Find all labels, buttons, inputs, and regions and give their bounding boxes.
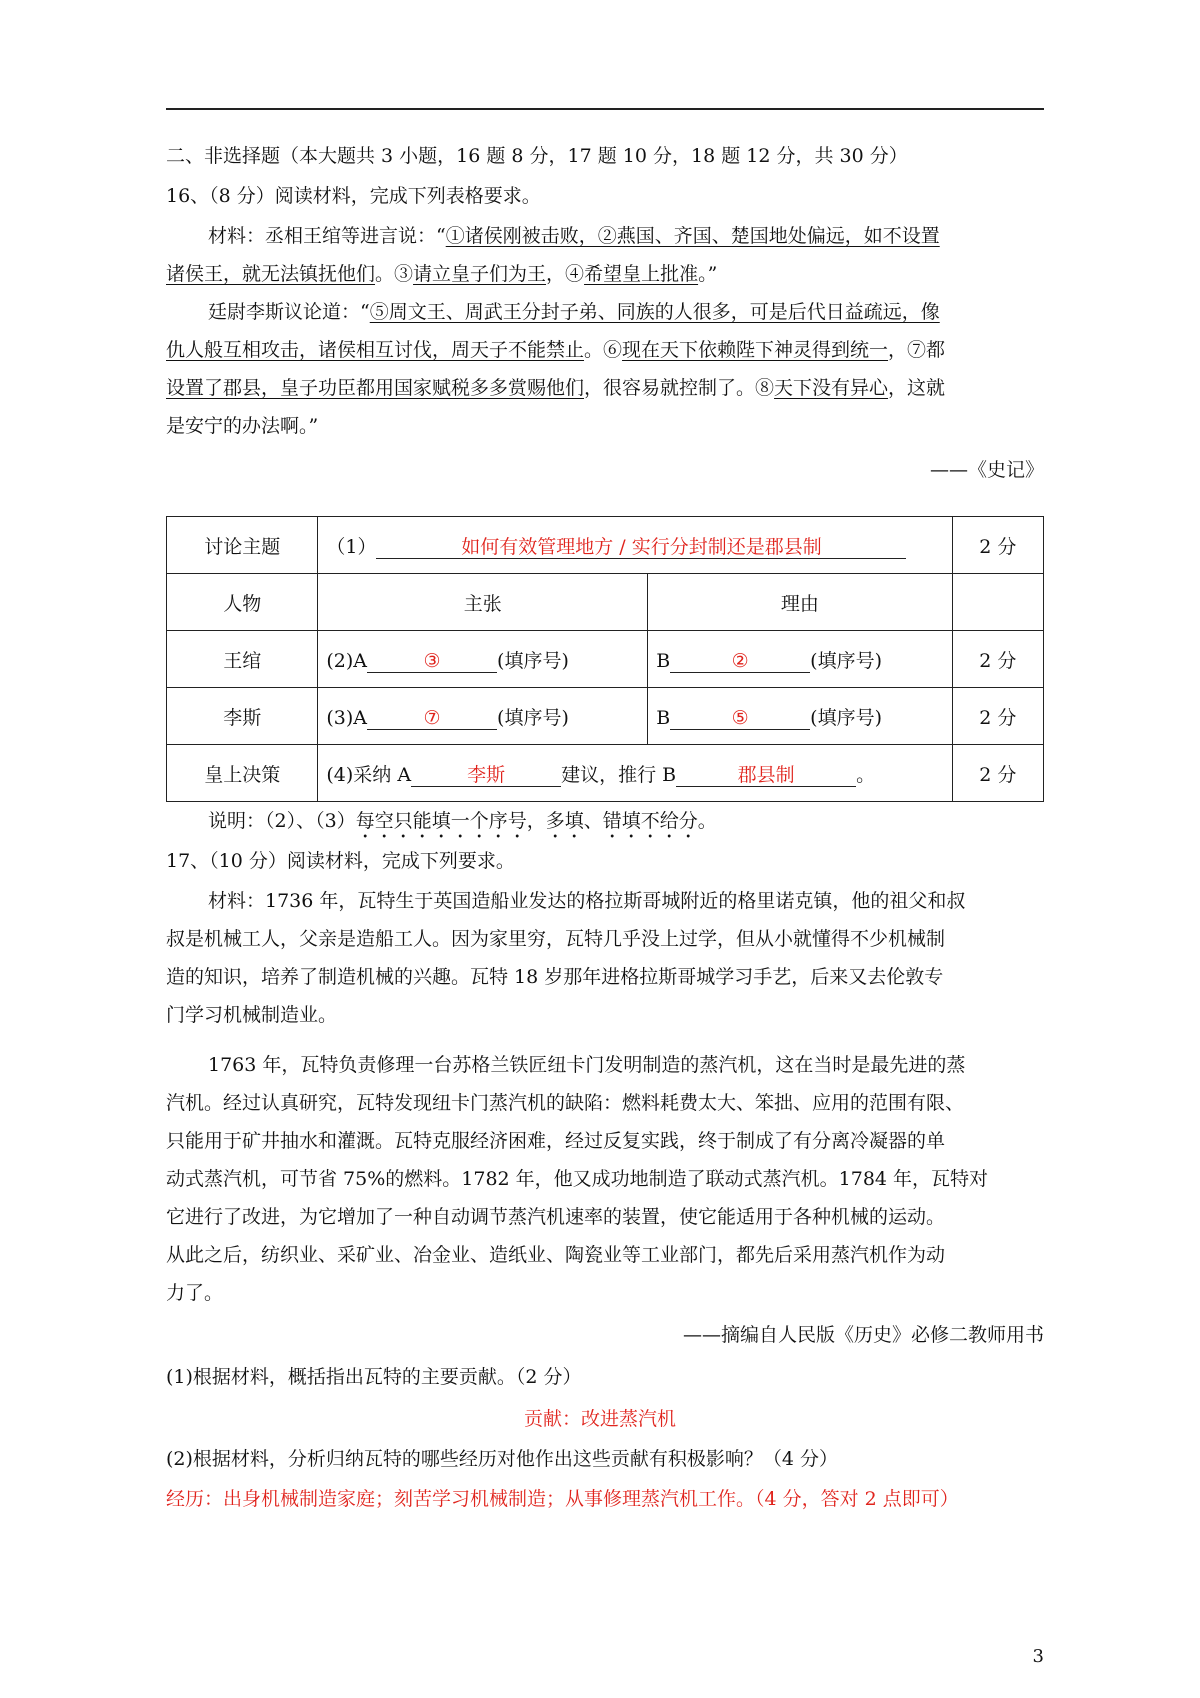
table-cell-decision: (4)采纳 A 李斯 建议，推行 B 郡县制 。 xyxy=(318,745,952,802)
q17-p2-line4: 动式蒸汽机，可节省 75%的燃料。1782 年，他又成功地制造了联动式蒸汽机。1784 年，瓦特对 xyxy=(166,1168,989,1190)
q16-note: 说明：（2）、（3）每空只能填一个序号，多填、错填不给分。 xyxy=(208,810,717,832)
q16-material2-line3: 设置了郡县，皇子功臣都用国家赋税多多赏赐他们，很容易就控制了。⑧天下没有异心，这就 xyxy=(166,377,946,399)
q17-p2-line6: 从此之后，纺织业、采矿业、冶金业、造纸业、陶瓷业等工业部门，都先后采用蒸汽机作为动 xyxy=(166,1244,946,1266)
q16-material2-line2: 仇人般互相攻击，诸侯相互讨伐，周天子不能禁止。⑥现在天下依赖陛下神灵得到统一，⑦都 xyxy=(166,339,946,361)
table-row xyxy=(167,517,1044,574)
page-number: 3 xyxy=(1032,1646,1044,1667)
table-row xyxy=(167,688,1044,745)
table-cell-topic: （1） 如何有效管理地方 / 实行分封制还是郡县制 xyxy=(318,517,952,574)
q17-p2-line7: 力了。 xyxy=(166,1282,224,1304)
q17-title: 17、（10 分）阅读材料，完成下列要求。 xyxy=(166,850,515,872)
q17-p1-line3: 造的知识，培养了制造机械的兴趣。瓦特 18 岁那年进格拉斯哥城学习手艺，后来又去伦敦专 xyxy=(166,966,944,988)
table-cell-score: 2 分 xyxy=(952,688,1043,745)
q17-answer2: 经历：出身机械制造家庭；刻苦学习机械制造；从事修理蒸汽机工作。（4 分，答对 2 点即可） xyxy=(166,1488,959,1510)
table-cell-label: 李斯 xyxy=(167,688,318,745)
q17-sub2: (2)根据材料，分析归纳瓦特的哪些经历对他作出这些贡献有积极影响？（4 分） xyxy=(166,1448,839,1470)
table-cell-label: 皇上决策 xyxy=(167,745,318,802)
table-row xyxy=(167,631,1044,688)
q17-source: ——摘编自人民版《历史》必修二教师用书 xyxy=(682,1324,1044,1346)
table-cell-score: 2 分 xyxy=(952,631,1043,688)
table-cell-reason: B ② (填序号) xyxy=(648,631,952,688)
q17-p2-line1: 1763 年，瓦特负责修理一台苏格兰铁匠纽卡门发明制造的蒸汽机，这在当时是最先进的蒸 xyxy=(208,1054,966,1076)
table-row xyxy=(167,745,1044,802)
section-heading: 二、非选择题（本大题共 3 小题，16 题 8 分，17 题 10 分，18 题 12 分，共 30 分） xyxy=(166,145,908,167)
table-cell-score: 2 分 xyxy=(952,517,1043,574)
q16-material1-line1: 材料：丞相王绾等进言说：“①诸侯刚被击败，②燕国、齐国、楚国地处偏远，如不设置 xyxy=(208,225,940,247)
q16-answer-table xyxy=(166,516,1044,802)
q17-p1-line4: 门学习机械制造业。 xyxy=(166,1004,338,1026)
q17-p1-line2: 叔是机械工人，父亲是造船工人。因为家里穷，瓦特几乎没上过学，但从小就懂得不少机械制 xyxy=(166,928,946,950)
q16-source: ——《史记》 xyxy=(929,459,1044,481)
q17-p2-line2: 汽机。经过认真研究，瓦特发现纽卡门蒸汽机的缺陷：燃料耗费太大、笨拙、应用的范围有限、 xyxy=(166,1092,965,1114)
table-cell-label: 王绾 xyxy=(167,631,318,688)
q16-material1-line2: 诸侯王，就无法镇抚他们。③请立皇子们为王，④希望皇上批准。” xyxy=(166,263,718,285)
q17-p1-line1: 材料：1736 年，瓦特生于英国造船业发达的格拉斯哥城附近的格里诺克镇，他的祖父和叔 xyxy=(208,890,966,912)
q16-material2-line1: 廷尉李斯议论道：“⑤周文王、周武王分封子弟、同族的人很多，可是后代日益疏远，像 xyxy=(208,301,940,323)
q17-p2-line3: 只能用于矿井抽水和灌溉。瓦特克服经济困难，经过反复实践，终于制成了有分离冷凝器的单 xyxy=(166,1130,946,1152)
table-cell-score: 2 分 xyxy=(952,745,1043,802)
q17-answer1: 贡献：改进蒸汽机 xyxy=(523,1408,676,1430)
table-cell-label: 讨论主题 xyxy=(167,517,318,574)
q17-p2-line5: 它进行了改进，为它增加了一种自动调节蒸汽机速率的装置，使它能适用于各种机械的运动。 xyxy=(166,1206,946,1228)
q16-title: 16、（8 分）阅读材料，完成下列表格要求。 xyxy=(166,185,541,207)
table-header-person: 人物 xyxy=(167,574,318,631)
q16-material2-line4: 是安宁的办法啊。” xyxy=(166,415,319,437)
q17-sub1: (1)根据材料，概括指出瓦特的主要贡献。（2 分） xyxy=(166,1366,582,1388)
table-row xyxy=(167,574,1044,631)
table-header-reason: 理由 xyxy=(648,574,952,631)
table-cell-position: (2)A ③ (填序号) xyxy=(318,631,648,688)
table-cell-empty xyxy=(952,574,1043,631)
table-cell-position: (3)A ⑦ (填序号) xyxy=(318,688,648,745)
header-rule xyxy=(166,108,1044,110)
table-header-position: 主张 xyxy=(318,574,648,631)
table-cell-reason: B ⑤ (填序号) xyxy=(648,688,952,745)
